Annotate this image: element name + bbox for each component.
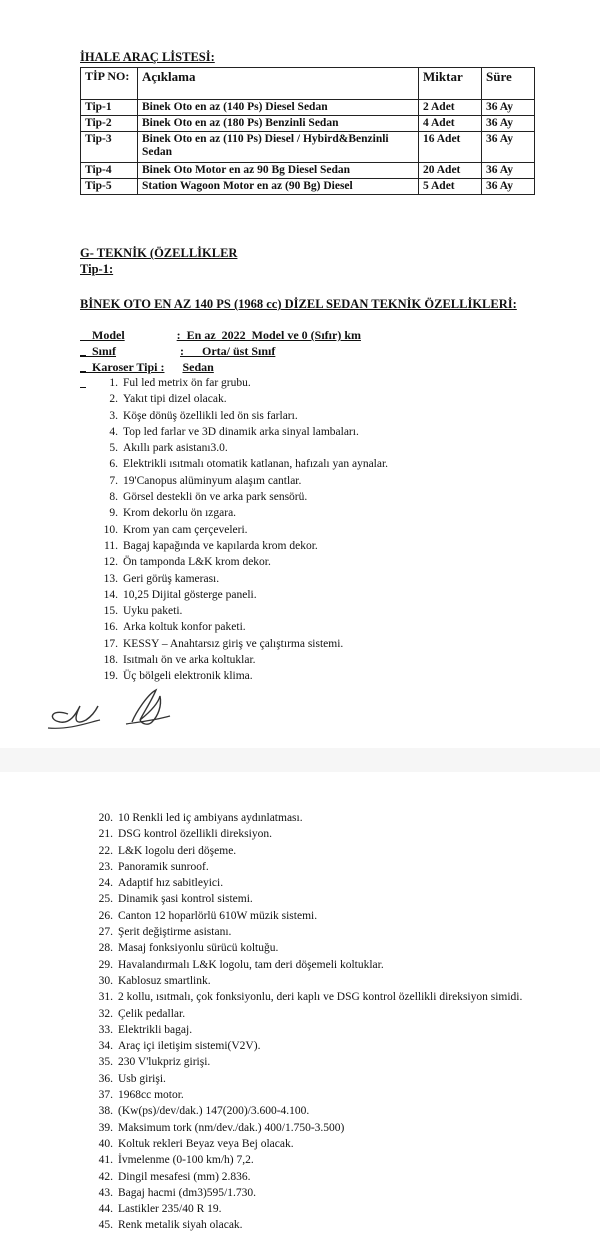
spec-item-text: 2 kollu, ısıtmalı, çok fonksiyonlu, deri kaplı ve DSG kontrol özellikli direksiyon simidi.	[118, 991, 523, 1004]
cell-miktar: 5 Adet	[419, 179, 482, 195]
spec-item-text: KESSY – Anahtarsız giriş ve çalıştırma sistemi.	[123, 637, 344, 650]
spec-item-text: Lastikler 235/40 R 19.	[118, 1203, 222, 1216]
spec-item-text: Şerit değiştirme asistanı.	[118, 926, 232, 939]
spec-item	[95, 391, 388, 407]
cell-aciklama: Binek Oto en az (180 Ps) Benzinli Sedan	[138, 116, 419, 132]
spec-item-text: Masaj fonksiyonlu sürücü koltuğu.	[118, 942, 279, 955]
spec-item-number: 16.	[103, 621, 118, 634]
spec-item	[95, 587, 388, 603]
spec-item-text: DSG kontrol özellikli direksiyon.	[118, 828, 272, 841]
table-row	[81, 100, 535, 116]
spec-item-number: 45.	[98, 1219, 113, 1232]
spec-item	[90, 1217, 522, 1233]
spec-item-number: 35.	[98, 1056, 113, 1069]
spec-item-text: Görsel destekli ön ve arka park sensörü.	[123, 491, 308, 504]
spec-item-text: 1968cc motor.	[118, 1089, 184, 1102]
karoser-value: Sedan	[182, 360, 214, 374]
spec-item-number: 8.	[109, 491, 118, 504]
spec-item-number: 42.	[98, 1170, 113, 1183]
spec-item	[90, 973, 522, 989]
spec-item-text: L&K logolu deri döşeme.	[118, 844, 237, 857]
spec-item-text: Arka koltuk konfor paketi.	[123, 621, 246, 634]
ihale-table	[80, 67, 535, 195]
spec-item	[90, 1054, 522, 1070]
spec-item-text: Canton 12 hoparlörlü 610W müzik sistemi.	[118, 909, 318, 922]
spec-item	[90, 989, 522, 1005]
spec-item	[90, 875, 522, 891]
spec-item-text: Top led farlar ve 3D dinamik arka sinyal lambaları.	[123, 425, 359, 438]
spec-item	[90, 1120, 522, 1136]
spec-item	[95, 522, 388, 538]
teknik-heading: G- TEKNİK (ÖZELLİKLER	[80, 246, 238, 260]
spec-item-text: Dinamik şasi kontrol sistemi.	[118, 893, 253, 906]
spec-item-number: 14.	[103, 588, 118, 601]
table-row	[81, 163, 535, 179]
cell-tip: Tip-4	[81, 163, 138, 179]
spec-item-text: Koltuk rekleri Beyaz veya Bej olacak.	[118, 1137, 294, 1150]
spec-item	[95, 538, 388, 554]
spec-item	[95, 554, 388, 570]
spec-item-number: 26.	[98, 909, 113, 922]
spec-item-text: Kablosuz smartlink.	[118, 974, 211, 987]
cell-miktar: 4 Adet	[419, 116, 482, 132]
spec-item-text: Akıllı park asistanı3.0.	[123, 442, 228, 455]
spec-item-text: (Kw(ps)/dev/dak.) 147(200)/3.600-4.100.	[118, 1105, 310, 1118]
header-tip-no: TİP NO:	[81, 68, 138, 100]
sinif-label: Sınıf	[92, 344, 117, 358]
spec-item-text: Bagaj hacmi (dm3)595/1.730.	[118, 1186, 256, 1199]
header-sure: Süre	[482, 68, 535, 100]
spec-item-number: 25.	[98, 893, 113, 906]
spec-item-text: Isıtmalı ön ve arka koltuklar.	[123, 654, 256, 667]
spec-item-number: 1.	[109, 377, 118, 389]
spec-item	[95, 440, 388, 456]
spec-item	[90, 1087, 522, 1103]
header-miktar: Miktar	[419, 68, 482, 100]
spec-item-number: 3.	[109, 409, 118, 422]
spec-item-number: 13.	[103, 572, 118, 585]
spec-item	[95, 668, 388, 684]
spec-item-number: 11.	[104, 539, 118, 552]
spec-item-number: 29.	[98, 958, 113, 971]
spec-item-number: 15.	[103, 605, 118, 618]
cell-sure: 36 Ay	[482, 100, 535, 116]
spec-item-number: 27.	[98, 926, 113, 939]
spec-item-text: Yakıt tipi dizel olacak.	[123, 393, 227, 406]
spec-item	[90, 1169, 522, 1185]
spec-item	[95, 636, 388, 652]
spec-item	[95, 424, 388, 440]
spec-item	[90, 891, 522, 907]
cell-tip: Tip-3	[81, 132, 138, 163]
spec-item-text: Adaptif hız sabitleyici.	[118, 877, 224, 890]
spec-item-text: 10,25 Dijital gösterge paneli.	[123, 588, 257, 601]
spec-item-number: 19.	[103, 670, 118, 683]
spec-item-text: Krom dekorlu ön ızgara.	[123, 507, 237, 520]
spec-item-number: 17.	[103, 637, 118, 650]
spec-item	[95, 456, 388, 472]
cell-miktar: 20 Adet	[419, 163, 482, 179]
spec-item-number: 18.	[103, 654, 118, 667]
cell-sure: 36 Ay	[482, 179, 535, 195]
spec-item-number: 41.	[98, 1154, 113, 1167]
spec-item-number: 5.	[109, 442, 118, 455]
spec-item-number: 38.	[98, 1105, 113, 1118]
spec-item	[90, 1152, 522, 1168]
cell-tip: Tip-1	[81, 100, 138, 116]
spec-item	[90, 1103, 522, 1119]
spec-item-number: 20.	[98, 812, 113, 824]
spec-item	[95, 489, 388, 505]
spec-item-number: 4.	[109, 425, 118, 438]
spec-item-number: 30.	[98, 974, 113, 987]
spec-item	[90, 1201, 522, 1217]
spec-item	[90, 1136, 522, 1152]
cell-sure: 36 Ay	[482, 163, 535, 179]
spec-item-number: 43.	[98, 1186, 113, 1199]
spec-item	[95, 652, 388, 668]
signature	[40, 686, 190, 736]
cell-miktar: 16 Adet	[419, 132, 482, 163]
spec-item-number: 12.	[103, 556, 118, 569]
spec-item	[90, 1006, 522, 1022]
spec-item-text: Geri görüş kamerası.	[123, 572, 220, 585]
table-header-row	[81, 68, 535, 100]
spec-item-text: Üç bölgeli elektronik klima.	[123, 670, 253, 683]
spec-item-number: 9.	[109, 507, 118, 520]
spec-item	[90, 1022, 522, 1038]
spec-item-text: Renk metalik siyah olacak.	[118, 1219, 243, 1232]
cell-aciklama: Binek Oto Motor en az 90 Bg Diesel Sedan	[138, 163, 419, 179]
spec-item-number: 2.	[109, 393, 118, 406]
spec-item	[95, 375, 388, 391]
spec-item-text: Usb girişi.	[118, 1072, 166, 1085]
table-row	[81, 116, 535, 132]
spec-item-text: 19'Canopus alüminyum alaşım cantlar.	[123, 474, 302, 487]
spec-item-number: 7.	[109, 474, 118, 487]
spec-item	[95, 619, 388, 635]
spec-item-number: 39.	[98, 1121, 113, 1134]
cell-tip: Tip-2	[81, 116, 138, 132]
spec-item-number: 32.	[98, 1007, 113, 1020]
spec-item	[95, 408, 388, 424]
spec-item	[90, 1071, 522, 1087]
spec-item-text: 10 Renkli led iç ambiyans aydınlatması.	[118, 812, 303, 824]
spec-item-number: 23.	[98, 860, 113, 873]
spec-item	[90, 843, 522, 859]
spec-item	[90, 940, 522, 956]
spec-title: BİNEK OTO EN AZ 140 PS (1968 cc) DİZEL SEDAN TEKNİK ÖZELLİKLERİ:	[80, 297, 517, 311]
spec-item	[90, 826, 522, 842]
spec-item	[95, 505, 388, 521]
model-label: Model	[92, 328, 125, 342]
spec-item	[95, 571, 388, 587]
table-row	[81, 132, 535, 163]
spec-item-text: Bagaj kapağında ve kapılarda krom dekor.	[123, 539, 318, 552]
spec-item-number: 21.	[98, 828, 113, 841]
spec-item	[90, 1038, 522, 1054]
cell-miktar: 2 Adet	[419, 100, 482, 116]
spec-item-text: Uyku paketi.	[123, 605, 183, 618]
cell-aciklama: Binek Oto en az (110 Ps) Diesel / Hybird&Benzinli Sedan	[138, 132, 419, 163]
spec-item-text: 230 V'lukpriz girişi.	[118, 1056, 211, 1069]
spec-item-text: Maksimum tork (nm/dev./dak.) 400/1.750-3.500)	[118, 1121, 345, 1134]
sinif-value: : Orta/ üst Sınıf	[180, 344, 276, 358]
spec-item-number: 33.	[98, 1023, 113, 1036]
spec-item-text: Havalandırmalı L&K logolu, tam deri döşemeli koltuklar.	[118, 958, 384, 971]
spec-item-text: İvmelenme (0-100 km/h) 7,2.	[118, 1154, 254, 1167]
cell-tip: Tip-5	[81, 179, 138, 195]
spec-item-number: 6.	[109, 458, 118, 471]
spec-item-text: Köşe dönüş özellikli led ön sis farları.	[123, 409, 298, 422]
header-aciklama: Açıklama	[138, 68, 419, 100]
ihale-title: İHALE ARAÇ LİSTESİ:	[80, 50, 215, 64]
spec-item-number: 31.	[98, 991, 113, 1004]
karoser-label: Karoser Tipi :	[92, 360, 165, 374]
spec-item	[95, 603, 388, 619]
spec-item-text: Ful led metrix ön far grubu.	[123, 377, 251, 389]
spec-item-text: Panoramik sunroof.	[118, 860, 209, 873]
spec-item-text: Araç içi iletişim sistemi(V2V).	[118, 1040, 261, 1053]
cell-aciklama: Binek Oto en az (140 Ps) Diesel Sedan	[138, 100, 419, 116]
spec-item-number: 44.	[98, 1203, 113, 1216]
spec-list-2	[90, 810, 522, 1234]
spec-item-number: 40.	[98, 1137, 113, 1150]
spec-item-number: 34.	[98, 1040, 113, 1053]
spec-item-text: Krom yan cam çerçeveleri.	[123, 523, 248, 536]
spec-item	[90, 908, 522, 924]
spec-item	[90, 957, 522, 973]
spec-item-number: 36.	[98, 1072, 113, 1085]
spec-item-number: 28.	[98, 942, 113, 955]
cell-sure: 36 Ay	[482, 132, 535, 163]
spec-item	[90, 924, 522, 940]
spec-item-text: Çelik pedallar.	[118, 1007, 186, 1020]
spec-item	[95, 473, 388, 489]
cell-sure: 36 Ay	[482, 116, 535, 132]
spec-item-number: 37.	[98, 1089, 113, 1102]
cell-aciklama: Station Wagoon Motor en az (90 Bg) Diesel	[138, 179, 419, 195]
spec-item	[90, 810, 522, 826]
tip1-heading: Tip-1:	[80, 262, 114, 276]
spec-item-text: Dingil mesafesi (mm) 2.836.	[118, 1170, 251, 1183]
spec-item-text: Elektrikli ısıtmalı otomatik katlanan, hafızalı yan aynalar.	[123, 458, 389, 471]
spec-item	[90, 859, 522, 875]
spec-item-text: Elektrikli bagaj.	[118, 1023, 193, 1036]
spec-item-number: 22.	[98, 844, 113, 857]
spec-item-number: 10.	[103, 523, 118, 536]
model-value: : En az 2022 Model ve 0 (Sıfır) km	[176, 328, 361, 342]
spec-item-text: Ön tamponda L&K krom dekor.	[123, 556, 271, 569]
spec-list-1	[95, 375, 388, 685]
table-row	[81, 179, 535, 195]
spec-item-number: 24.	[98, 877, 113, 890]
spec-item	[90, 1185, 522, 1201]
